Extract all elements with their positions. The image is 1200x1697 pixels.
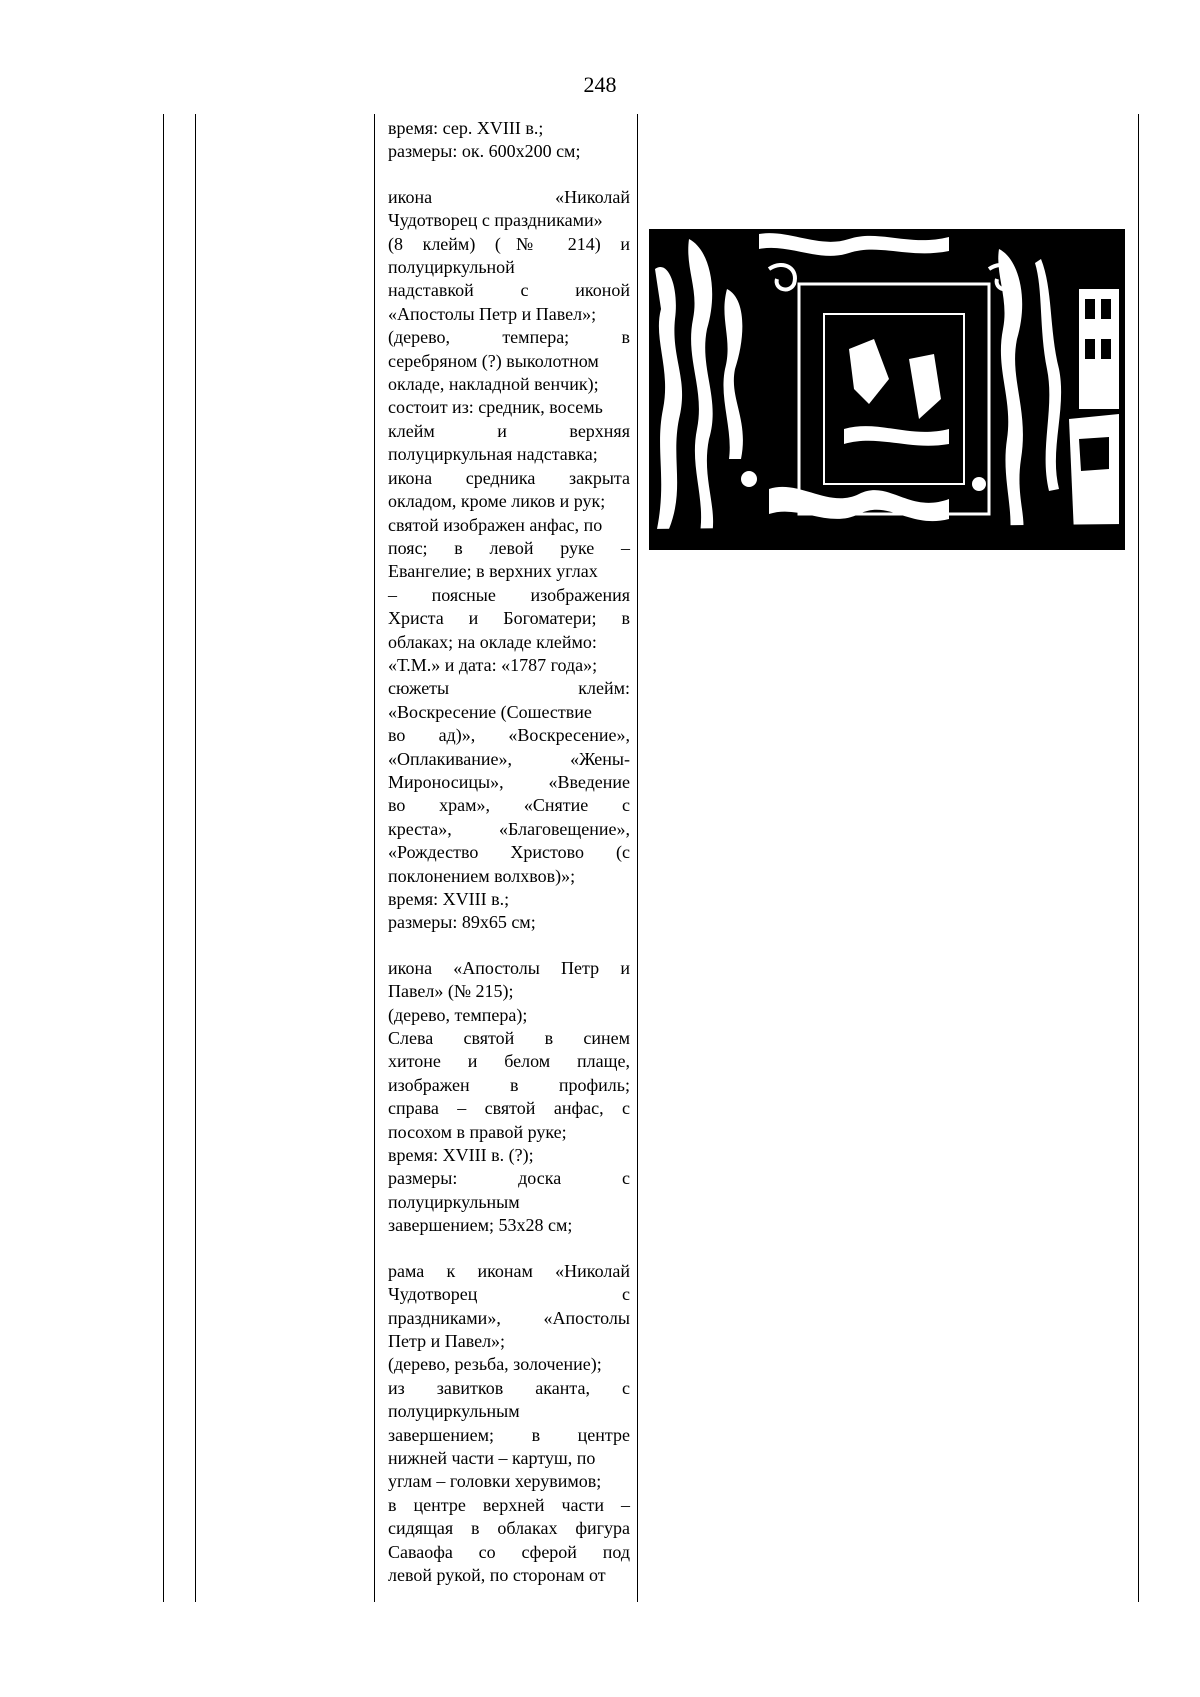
page-number: 248 bbox=[583, 72, 617, 97]
table-border-text-left bbox=[374, 114, 375, 1602]
text-line: (8 клейм) (№ 214) и bbox=[388, 233, 630, 254]
description-column bbox=[388, 117, 630, 1609]
text-line: сюжеты клейм: bbox=[388, 678, 630, 699]
text-line: полуциркульным bbox=[388, 1191, 520, 1212]
text-line: завершением; 53х28 см; bbox=[388, 1215, 573, 1236]
text-line: «Т.М.» и дата: «1787 года»; bbox=[388, 654, 598, 675]
iconostasis-photo-image bbox=[649, 229, 1125, 550]
text-line: справа – святой анфас, с bbox=[388, 1098, 630, 1119]
text-line: «Оплакивание», «Жены- bbox=[388, 748, 630, 769]
text-line: время: XVIII в.; bbox=[388, 889, 510, 909]
text-block bbox=[388, 957, 630, 1238]
text-line: рама к иконам «Николай bbox=[388, 1260, 630, 1281]
text-line: состоит из: средник, восемь bbox=[388, 397, 603, 418]
text-block bbox=[388, 117, 630, 164]
text-line: полуциркульная надставка; bbox=[388, 444, 598, 465]
text-line: креста», «Благовещение», bbox=[388, 818, 630, 839]
text-line: изображен в профиль; bbox=[388, 1074, 630, 1095]
text-line: поклонением волхвов)»; bbox=[388, 865, 576, 886]
text-line: (дерево, темпера); bbox=[388, 1004, 528, 1025]
text-line: нижней части – картуш, по bbox=[388, 1447, 596, 1468]
text-line: Слева святой в синем bbox=[388, 1028, 630, 1049]
text-block bbox=[388, 1260, 630, 1588]
text-line: полуциркульным bbox=[388, 1401, 520, 1422]
text-line: время: сер. XVIII в.; bbox=[388, 118, 544, 138]
text-line: Мироносицы», «Введение bbox=[388, 771, 630, 792]
text-line: хитоне и белом плаще, bbox=[388, 1051, 630, 1072]
text-line: в центре верхней части – bbox=[388, 1494, 630, 1515]
text-line: Саваофа со сферой под bbox=[388, 1541, 630, 1562]
text-line: окладом, кроме ликов и рук; bbox=[388, 491, 606, 512]
text-line: Петр и Павел»; bbox=[388, 1330, 506, 1351]
text-line: икона «Николай bbox=[388, 186, 630, 207]
text-line: Чудотворец с праздниками» bbox=[388, 210, 603, 231]
table-border-inner bbox=[195, 114, 196, 1602]
text-line: завершением; в центре bbox=[388, 1424, 630, 1445]
text-line: «Апостолы Петр и Павел»; bbox=[388, 303, 597, 324]
text-line: во храм», «Снятие с bbox=[388, 795, 630, 816]
table-border-left bbox=[163, 114, 164, 1602]
text-line: «Рождество Христово (с bbox=[388, 842, 630, 863]
text-line: клейм и верхняя bbox=[388, 420, 630, 441]
text-line: надставкой с иконой bbox=[388, 280, 630, 301]
text-line: время: XVIII в. (?); bbox=[388, 1145, 534, 1166]
text-line: размеры: 89х65 см; bbox=[388, 912, 536, 933]
text-line: святой изображен анфас, по bbox=[388, 514, 603, 535]
text-line: левой рукой, по сторонам от bbox=[388, 1564, 606, 1585]
text-line: окладе, накладной венчик); bbox=[388, 374, 599, 395]
text-line: – поясные изображения bbox=[388, 584, 630, 605]
text-block bbox=[388, 186, 630, 935]
text-line: во ад)», «Воскресение», bbox=[388, 725, 630, 746]
text-line: размеры: доска с bbox=[388, 1168, 630, 1189]
text-line: серебряном (?) выколотном bbox=[388, 350, 599, 371]
text-line: праздниками», «Апостолы bbox=[388, 1307, 630, 1328]
text-line: сидящая в облаках фигура bbox=[388, 1518, 630, 1539]
iconostasis-photo bbox=[649, 229, 1125, 550]
text-line: облаках; на окладе клеймо: bbox=[388, 631, 597, 652]
text-line: пояс; в левой руке – bbox=[388, 537, 630, 558]
text-line: из завитков аканта, с bbox=[388, 1377, 630, 1398]
text-line: икона «Апостолы Петр и bbox=[388, 957, 630, 978]
text-line: Евангелие; в верхних углах bbox=[388, 561, 598, 582]
text-line: «Воскресение (Сошествие bbox=[388, 701, 592, 722]
text-line: Христа и Богоматери; в bbox=[388, 608, 630, 629]
text-line: (дерево, резьба, золочение); bbox=[388, 1354, 602, 1375]
table-border-text-right bbox=[637, 114, 638, 1602]
text-line: полуциркульной bbox=[388, 257, 515, 278]
text-line: Павел» (№ 215); bbox=[388, 981, 514, 1002]
text-line: посохом в правой руке; bbox=[388, 1121, 567, 1142]
text-line: углам – головки херувимов; bbox=[388, 1471, 602, 1492]
text-line: Чудотворец с bbox=[388, 1284, 630, 1305]
text-line: икона средника закрыта bbox=[388, 467, 630, 488]
text-line: размеры: ок. 600х200 см; bbox=[388, 141, 581, 162]
table-border-right bbox=[1138, 114, 1139, 1602]
text-line: (дерево, темпера; в bbox=[388, 327, 630, 348]
